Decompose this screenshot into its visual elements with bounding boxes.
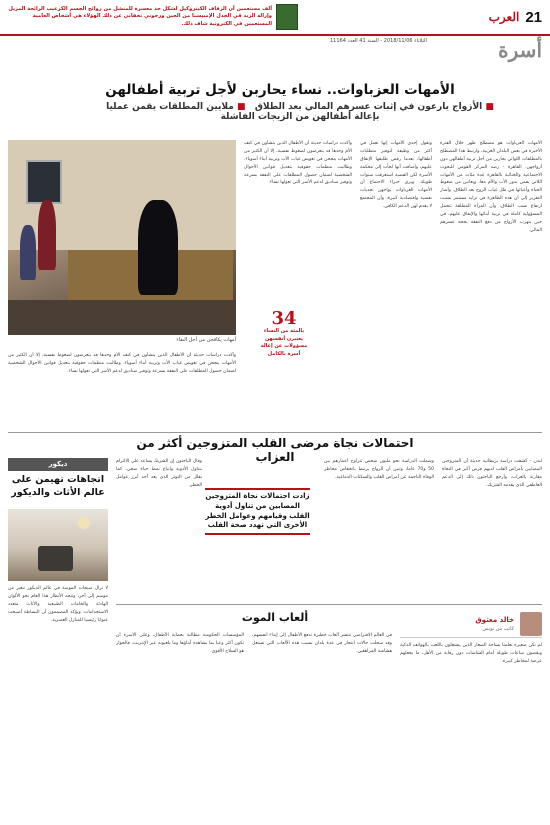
ad-text: ألف مستعمين آن الزفاف الكيتروكيل لشكل حد معسرة للمنشل من زوائح الجسم الكرعيب الرائحة المزيل وإزالة الزبد في الجدل الإمبيسنا من الحين ورجوني تخفاني عن ذلك الهؤلاء هي أشخاص العامية المستعمين في الكترونية شاف ذلك. [8, 6, 272, 27]
article-column [116, 458, 202, 598]
article-text: الأمهات العزباوات هو مصطلح ظهر خلال الفترة الأخيرة في بعض البلدان العربية، وارتبط هذا المصطلح بالمطلقات اللواتي يحاربن من أجل تربية أطفالهن دون أزواجهن. القاهرة - رصد المركز القومي للبحوث الاجتماعية والجنائية بالقاهرة عدة مئات من الأمهات اللاتي يقمن بدور الأب والأم معا، ويعانين من ضغوط الحياة وأعبائها في ظل غياب الزوج بعد الطلاق. وأشار التقرير إلى أن هذه الظاهرة في تزايد مستمر بسبب ارتفاع نسب الطلاق، وأن المرأة المطلقة تتحمل المسؤولية كاملة في تربية أبنائها والإنفاق عليهم، في حين يتهرب الأزواج من دفع النفقة بحجة عسرهم المالي. [440, 141, 542, 233]
article-column [116, 632, 244, 817]
page-number: 21 [525, 8, 542, 26]
deck-line-2: ملايين المطلقات يقمن عمليا بإعالة أطفالهن من الزيجات الفاشلة [106, 102, 380, 122]
section-divider [116, 604, 542, 605]
article-text: في العالم الافتراضي تنتشر ألعاب خطيرة تدفع الأطفال إلى إيذاء أنفسهم، وقد سجلت حالات انتحار في عدة بلدان بسبب هذه الألعاب التي تستغل هشاشة المراهقين. [252, 633, 392, 654]
dateline: الثلاثاء 2018/11/06 - السنة 41 العدد 11164 [330, 38, 427, 44]
article-text: وتقول إحدى الأمهات إنها تعمل في أكثر من وظيفة لتوفير متطلبات أطفالها، بعدما رفض طليقها الإنفاق عليهم، وأضافت أنها لجأت إلى محكمة الأسرة لكن القضية استغرقت سنوات طويلة. ويرى خبراء الاجتماع أن الأمهات العزباوات يواجهن تحديات نفسية واقتصادية كبيرة، وأن المجتمع لا يقدم لهن الدعم الكافي. [360, 141, 432, 210]
advertisement-strip[interactable] [8, 3, 298, 31]
pull-quote-text: بالمئة من النساء يعتبرن أنفسهن مسؤولات عن إعالة أسرة بالكامل [260, 328, 308, 357]
decor-headline: اتجاهات تهيمن على عالم الأثاث والديكور [11, 474, 105, 498]
author-name: خالد معتوق [475, 616, 514, 624]
article-text: لندن - كشفت دراسة بريطانية حديثة أن المتزوجين المصابين بأمراض القلب لديهم فرص أكبر في النجاة مقارنة بالعزاب، وأرجع الباحثون ذلك إلى الدعم العاطفي الذي يقدمه الشريك. [442, 459, 542, 488]
deck-bullet: ■ [485, 102, 494, 112]
decor-tag: ديكور [8, 458, 108, 471]
article-column [324, 458, 434, 598]
games-headline: ألعاب الموت [241, 611, 309, 624]
article-column [244, 140, 352, 300]
product-image [276, 4, 298, 30]
article-text: وأكدت دراسات حديثة أن الأطفال الذين ينشأون في كنف الأم وحدها قد يتعرضون لضغوط نفسية، إلا أن الكثير من الأمهات ينجحن في تعويض غياب الأب وتربية أبناء أسوياء. وطالبت منظمات حقوقية بتعديل قوانين الأحوال الشخصية لضمان حصول المطلقات على النفقة بسرعة وتوفير صناديق لدعم الأسر التي تعولها نساء. [244, 141, 352, 186]
avatar [520, 612, 542, 636]
pull-quote [258, 310, 310, 358]
deck-line-1: الأزواج يارعون في إثبات عسرهم المالي بعد الطلاق [254, 102, 483, 112]
heart-subhead-box [205, 486, 310, 537]
main-deck [100, 102, 500, 122]
article-column [442, 458, 542, 598]
article-column [8, 585, 108, 817]
main-photo [8, 140, 236, 335]
photo-caption: أمهات يكافحن من أجل البقاء [176, 337, 236, 343]
article-text: المؤسسات الحكومية مطالبة بحماية الأطفال، وعلى الأسرة أن تكون أكثر وعيا بما يشاهده أبناؤها وما يلعبونه عبر الإنترنت، فالحوار هو السلاح الأقوى. [116, 633, 244, 654]
heart-headline: احتمالات نجاة مرضى القلب المتزوجين أكثر من العزاب [136, 436, 414, 464]
article-column [360, 140, 432, 430]
main-headline: الأمهات العزباوات.. نساء يحاربن لأجل تربية أطفالهن [105, 82, 455, 98]
article-text: وقال الباحثون إن الشريك يساعد على الالتزام بتناول الأدوية واتباع نمط حياة صحي، كما يقلل من التوتر الذي يعد أحد أبرز عوامل الخطر. [116, 459, 202, 488]
section-header [0, 34, 550, 64]
section-divider [8, 432, 542, 433]
article-text: لا تزال صيحات الموضة في عالم الديكور تتغير من موسم إلى آخر، وتتجه الأنظار هذا العام نحو الألوان الهادئة والخامات الطبيعية والأثاث متعدد الاستخدامات. ويؤكد المصممون أن البساطة أصبحت عنوانا رئيسيا للمنازل العصرية. [8, 586, 108, 623]
deck-bullet: ■ [236, 102, 246, 112]
heart-subhead: زادت احتمالات نجاة المتزوجين المصابين من تناول أدوية القلب وقيامهم وعوامل الخطر الأخرى التي تهدد صحة القلب [205, 492, 310, 530]
article-text: وأكدت دراسات حديثة أن الأطفال الذين ينشأون في كنف الأم وحدها قد يتعرضون لضغوط نفسية، إلا أن الكثير من الأمهات ينجحن في تعويض غياب الأب وتربية أبناء أسوياء. وطالبت منظمات حقوقية بتعديل قوانين الأحوال الشخصية لضمان حصول المطلقات على النفقة بسرعة وتوفير صناديق لدعم الأسر التي تعولها نساء. [8, 353, 236, 374]
article-column [400, 642, 542, 817]
newspaper-logo: العرب [488, 10, 520, 24]
article-column [252, 632, 392, 817]
article-text: لم تكن صغيرة تعلمنا بساحة الصغار الذين ينشغلون باللعب بالهواتف الذكية ويقضون ساعات طويلة أمام الشاشات دون رقابة من الأهل، ما يجعلهم عرضة لمخاطر كبيرة. [400, 643, 542, 664]
pull-quote-number: 34 [271, 308, 297, 329]
article-column [440, 140, 542, 430]
section-title: أسرة [498, 38, 542, 62]
article-column [8, 352, 236, 430]
author-role: كاتب من تونس [482, 626, 514, 632]
article-text: وشملت الدراسة نحو مليون شخص تتراوح أعمارهم بين 50 و70 عاما، وتبين أن الزواج يرتبط بانخفاض مخاطر الوفاة الناجمة عن أمراض القلب والسكتات الدماغية. [324, 459, 434, 480]
decor-photo [8, 509, 108, 581]
author-box [400, 612, 542, 638]
